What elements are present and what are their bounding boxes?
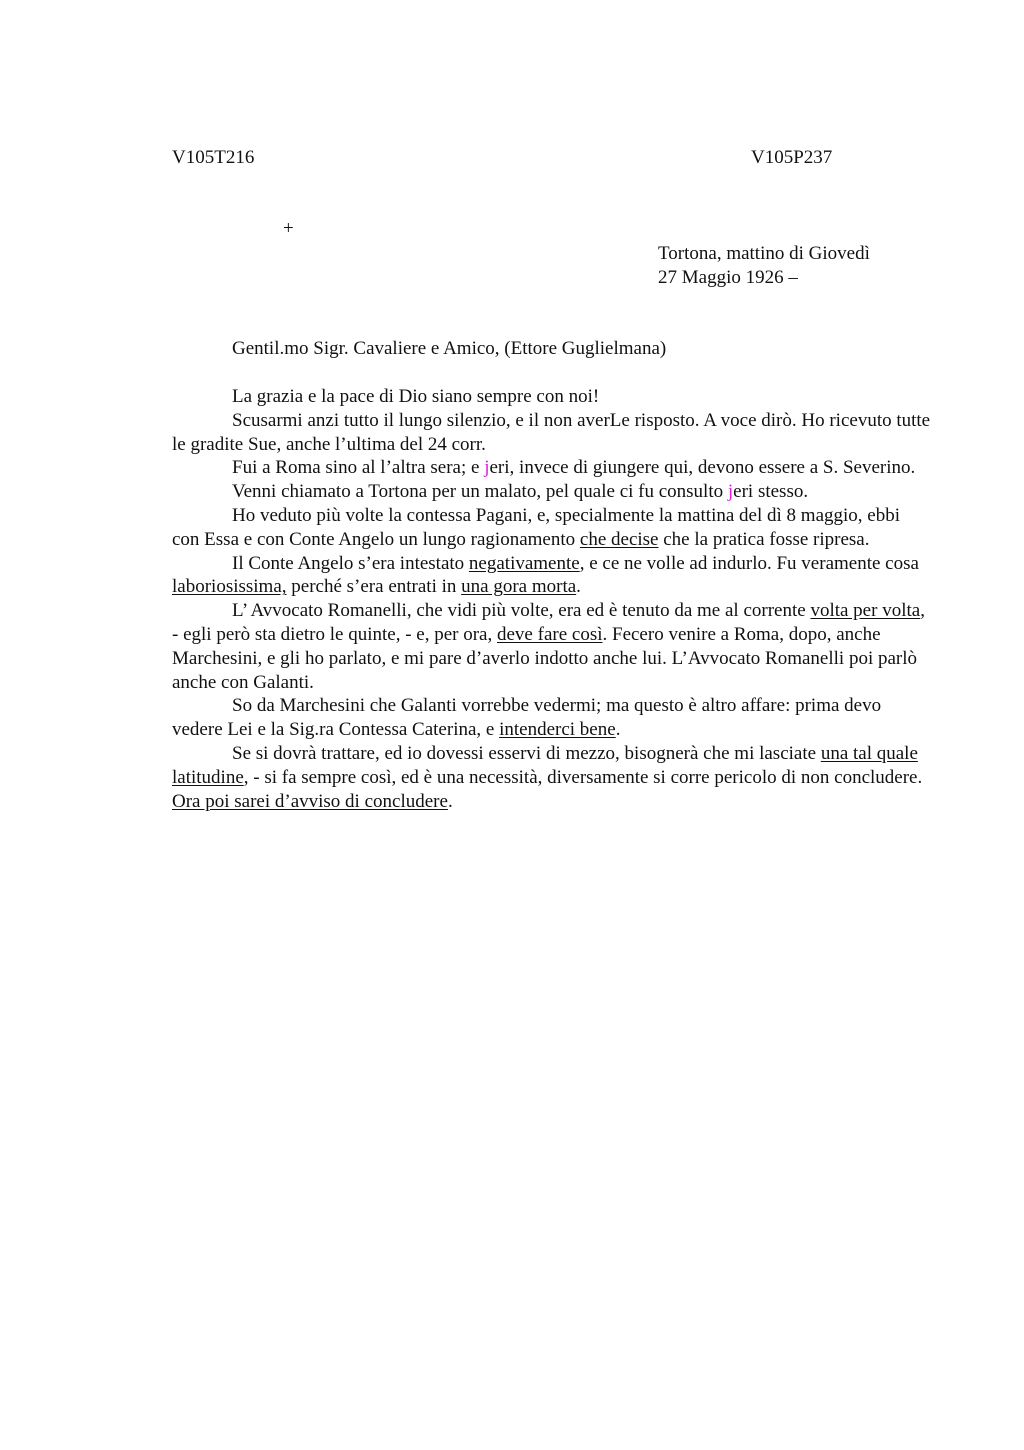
underlined-text: deve fare così [497,623,603,645]
paragraph-greeting: La grazia e la pace di Dio siano sempre con noi! [232,386,600,407]
document-code-left: V105T216 [172,147,255,168]
document-code-right: V105P237 [751,147,833,168]
letter-place: Tortona, mattino di Giovedì [658,243,870,264]
text-run: , - egli però sta dietro le quinte, - e, per ora, [172,600,925,645]
paragraph-conclusion [172,742,932,813]
paragraph-rome [172,456,932,480]
text-run: . [576,576,581,598]
text-run: Venni chiamato a Tortona per un malato, pel quale ci fu consulto [232,481,728,503]
underlined-text: una gora morta [461,576,577,598]
paragraph-pagani [172,504,932,552]
text-run: So da Marchesini che Galanti vorrebbe vedermi; ma questo è altro affare: prima devo vedere Lei e la Sig.ra Contessa Caterina, e [172,695,882,741]
underlined-text: una tal quale latitudine [172,742,918,788]
paragraph-galanti [172,694,932,742]
text-run: . Fecero venire a Roma, dopo, anche Marchesini, e gli ho parlato, e mi pare d’averlo indotto anche lui. L’Avvocato Romanelli poi parlò anche con Galanti. [172,623,918,693]
letter-date: 27 Maggio 1926 – [658,267,798,288]
text-run: L’ Avvocato Romanelli, che vidi più volte, era ed è tenuto da me al corrente [232,600,811,622]
highlighted-letter: j [727,481,734,503]
text-run: . [447,790,453,812]
underlined-text: volta per volta [810,600,921,622]
paragraph-romanelli [172,599,932,694]
letter-body [172,385,932,813]
underlined-text: che decise [579,528,659,550]
cross-mark: + [283,218,294,239]
text-run: , e ce ne volle ad indurlo. Fu veramente cosa [579,552,919,574]
text-run: eri stesso. [733,481,809,503]
text-run: , - si fa sempre così, ed è una necessità, diversamente si corre pericolo di non concludere. [243,766,923,788]
highlighted-letter: j [484,457,490,479]
underlined-text: intenderci bene [499,719,616,741]
underlined-text: negativamente [468,552,580,574]
underlined-text: Ora poi sarei d’avviso di concludere [172,790,448,812]
text-run: Ho veduto più volte la contessa Pagani, e, specialmente la mattina del dì 8 maggio, ebbi con Essa e con Conte Angelo un lungo ragionamento [172,504,900,550]
text-run: . [615,719,621,741]
text-run: eri, invece di giungere qui, devono essere a S. Severino. [489,457,916,479]
text-run: perché s’era entrati in [286,576,462,598]
text-run: Fui a Roma sino al l’altra sera; e [232,457,485,479]
paragraph-tortona [172,480,932,504]
text-run: Se si dovrà trattare, ed io dovessi esservi di mezzo, bisognerà che mi lasciate [232,742,821,764]
paragraph-apology: Scusarmi anzi tutto il lungo silenzio, e il non averLe risposto. A voce dirò. Ho ricevuto tutte le gradite Sue, anche l’ultima del 24 corr. [172,409,931,455]
paragraph-conte-angelo [172,552,932,600]
text-run: Il Conte Angelo s’era intestato [232,552,469,574]
salutation: Gentil.mo Sigr. Cavaliere e Amico, (Ettore Guglielmana) [232,338,667,359]
underlined-text: laboriosissima, [172,576,287,598]
text-run: che la pratica fosse ripresa. [658,528,870,550]
